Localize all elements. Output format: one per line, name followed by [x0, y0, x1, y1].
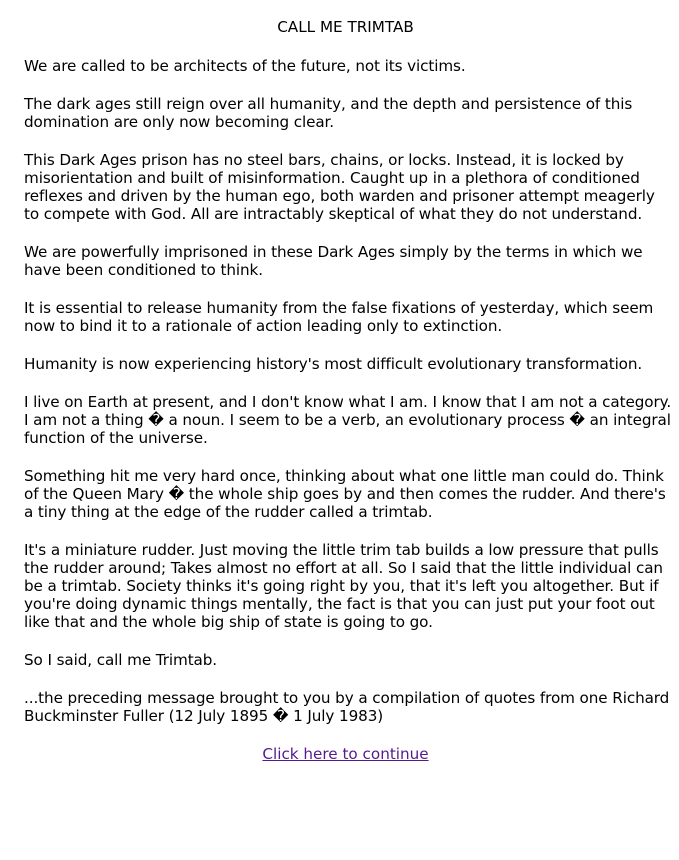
paragraph-call-me-trimtab: So I said, call me Trimtab.: [24, 651, 218, 669]
paragraph-queen-mary: Something hit me very hard once, thinking about what one little man could do. Think of the Queen Mary � the whole ship goes by and then comes the rudder. And there's a tiny thing at the edge of the rudder called a trimtab.: [24, 467, 666, 521]
paragraph-architects: We are called to be architects of the future, not its victims.: [24, 57, 466, 75]
paragraph-verb: I live on Earth at present, and I don't know what I am. I know that I am not a category. I am not a thing � a noun. I seem to be a verb, an evolutionary process � an integral function of the universe.: [24, 393, 672, 447]
paragraph-attribution: ...the preceding message brought to you by a compilation of quotes from one Richard Buckminster Fuller (12 July 1895 � 1 July 1983): [24, 689, 670, 725]
page-title: CALL ME TRIMTAB: [277, 18, 414, 36]
paragraph-imprisoned: We are powerfully imprisoned in these Dark Ages simply by the terms in which we have been conditioned to think.: [24, 243, 643, 279]
paragraph-dark-ages: The dark ages still reign over all humanity, and the depth and persistence of this domination are only now becoming clear.: [24, 95, 633, 131]
paragraph-transformation: Humanity is now experiencing history's most difficult evolutionary transformation.: [24, 355, 643, 373]
paragraph-miniature-rudder: It's a miniature rudder. Just moving the little trim tab builds a low pressure that pulls the rudder around; Takes almost no effort at all. So I said that the little individual can be a trimtab. Society thinks it's going right by you, that it's left you altogether. But if you're doing dynamic things mentally, the fact is that you can just put your foot out like that and the whole big ship of state is going to go.: [24, 541, 663, 631]
continue-link-container: [24, 745, 667, 763]
paragraph-release-humanity: It is essential to release humanity from the false fixations of yesterday, which seem now to bind it to a rationale of action leading only to extinction.: [24, 299, 654, 335]
paragraph-prison: This Dark Ages prison has no steel bars, chains, or locks. Instead, it is locked by misorientation and built of misinformation. Caught up in a plethora of conditioned reflexes and driven by the human ego, both warden and prisoner attempt meagerly to compete with God. All are intractably skeptical of what they do not understand.: [24, 151, 655, 223]
continue-link[interactable]: Click here to continue: [262, 745, 429, 763]
